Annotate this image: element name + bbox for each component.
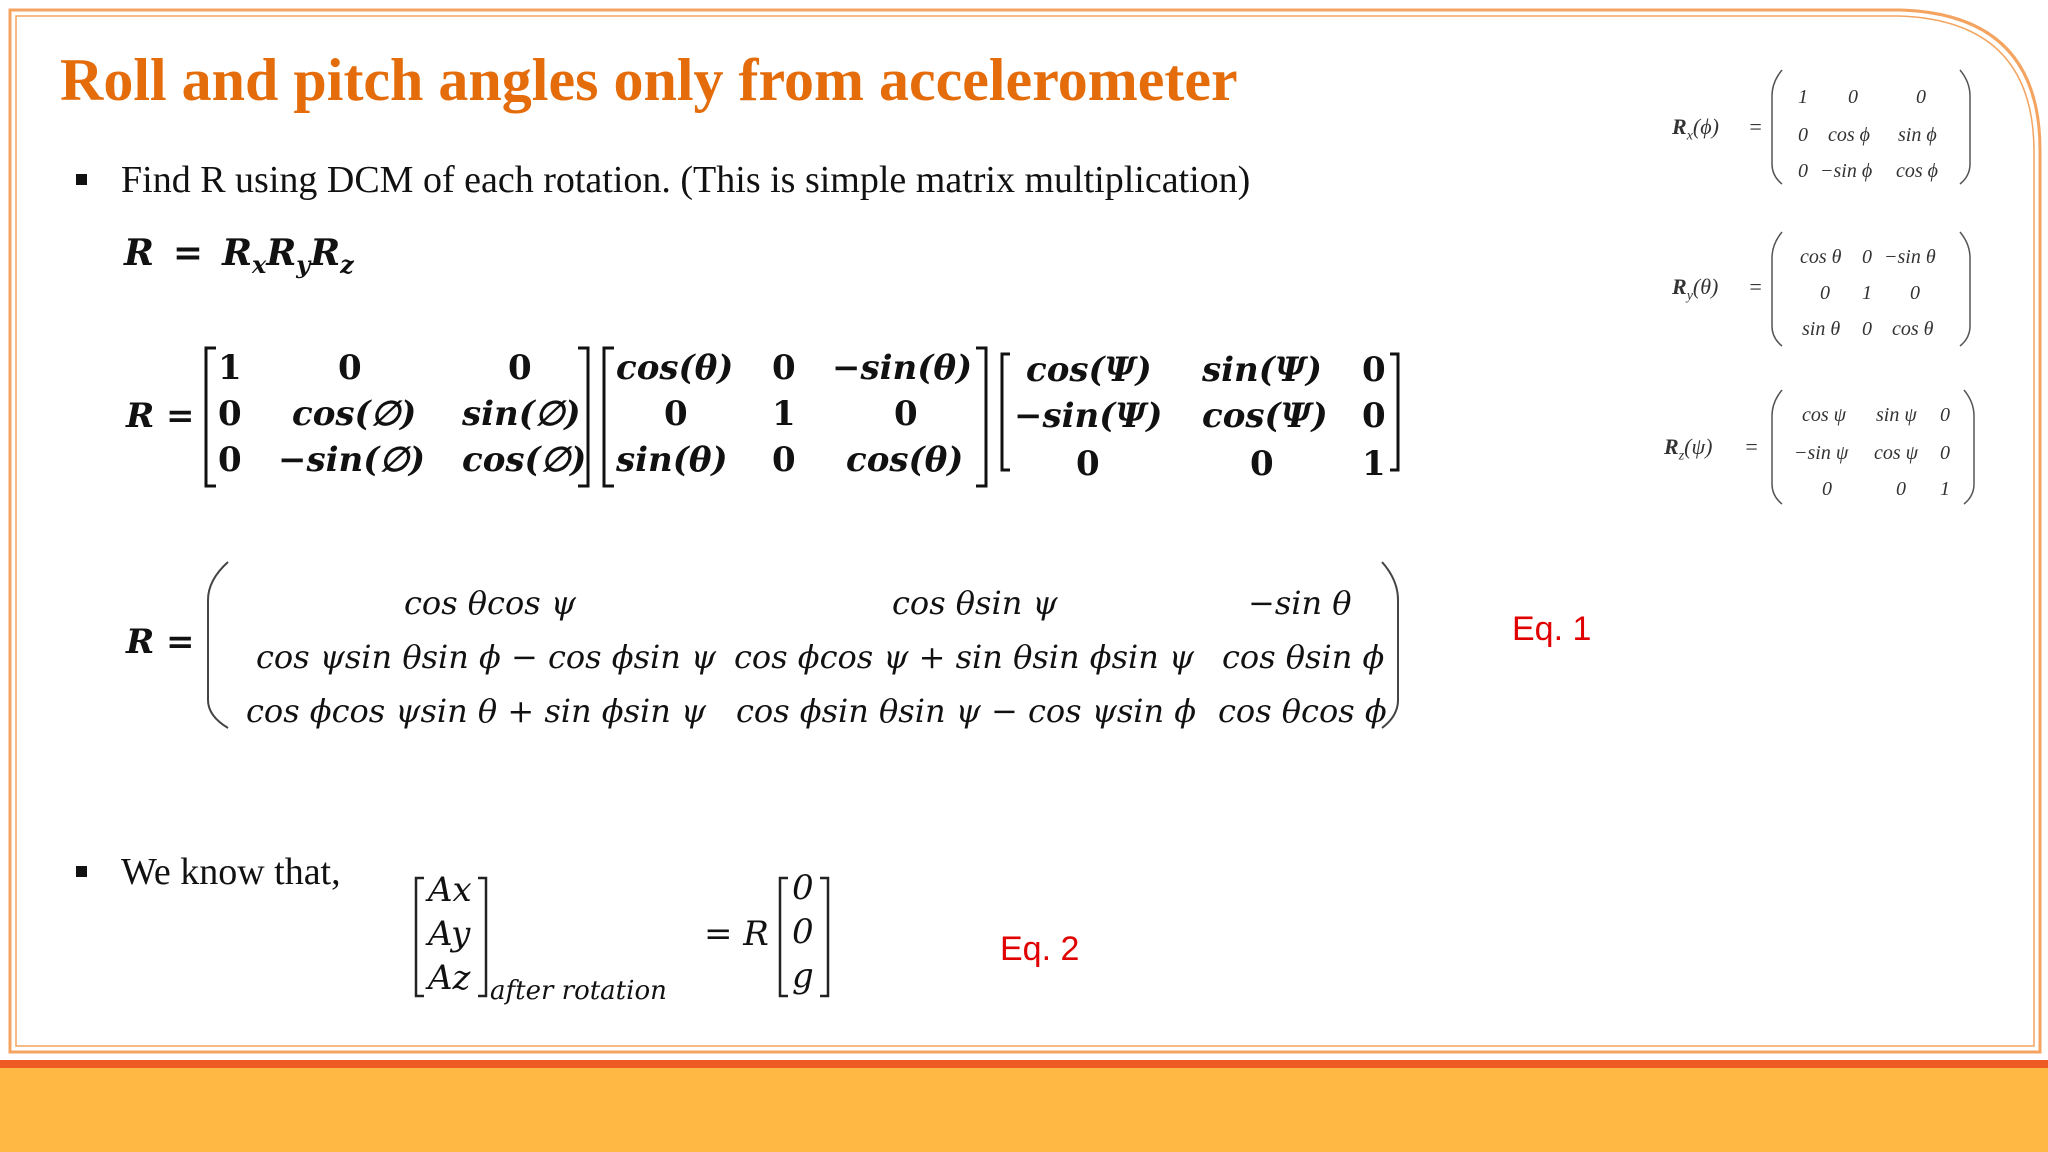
side-cell: 0: [1940, 404, 1950, 426]
side-cell: 0: [1896, 478, 1906, 500]
side-cell: 0: [1916, 86, 1926, 108]
full-cell: cos ϕsin θsin ψ − cos ψsin ϕ: [736, 692, 1197, 730]
eq1-label: Eq. 1: [1512, 610, 1592, 648]
side-cell: 0: [1862, 246, 1872, 268]
full-cell: cos θsin ψ: [892, 584, 1058, 622]
gravity-cell: g: [792, 956, 814, 996]
accel-vector-cell: Az: [428, 958, 471, 998]
side-cell: cos ψ: [1802, 404, 1847, 426]
side-ry-eq: =: [1748, 274, 1763, 299]
side-cell: 0: [1820, 282, 1830, 304]
rx-cell: 0: [338, 348, 362, 388]
equals-sign: =: [166, 622, 195, 662]
bullet-text: Find R using DCM of each rotation. (This is simple matrix multiplication): [121, 159, 1251, 201]
ry-cell: sin(θ): [616, 440, 728, 480]
side-cell: −sin θ: [1884, 246, 1936, 268]
ry-cell: cos(θ): [616, 348, 734, 388]
rz-cell: 0: [1076, 444, 1100, 484]
rx-cell: 0: [218, 394, 242, 434]
side-cell: cos θ: [1892, 318, 1934, 340]
ry-cell: 0: [664, 394, 688, 434]
bullet-text: We know that,: [121, 851, 341, 893]
ry-cell: 0: [894, 394, 918, 434]
lhs-r: R: [126, 622, 155, 662]
side-cell: 0: [1862, 318, 1872, 340]
side-cell: −sin ϕ: [1820, 160, 1873, 182]
lhs-r: R: [126, 396, 155, 436]
rx-cell: 1: [218, 348, 242, 388]
side-cell: 0: [1822, 478, 1832, 500]
rz-cell: 0: [1250, 444, 1274, 484]
rx-cell: cos(∅): [292, 394, 417, 434]
full-cell: cos θcos ψ: [404, 584, 576, 622]
ry-cell: 0: [772, 348, 796, 388]
footer-bar: [0, 1068, 2048, 1152]
side-cell: sin θ: [1802, 318, 1841, 340]
rz-cell: cos(Ψ): [1026, 350, 1152, 390]
side-cell: sin ϕ: [1898, 124, 1937, 146]
rz-cell: 1: [1362, 444, 1386, 484]
side-cell: 1: [1862, 282, 1872, 304]
rx-cell: 0: [508, 348, 532, 388]
ry-cell: 1: [772, 394, 796, 434]
side-cell: 1: [1940, 478, 1950, 500]
side-cell: cos ϕ: [1896, 160, 1939, 182]
rz-cell: 0: [1362, 396, 1386, 436]
equals-sign: =: [166, 396, 195, 436]
side-cell: cos ψ: [1874, 442, 1919, 464]
ry-cell: cos(θ): [846, 440, 964, 480]
side-rx-eq: =: [1748, 114, 1763, 139]
rz-cell: cos(Ψ): [1202, 396, 1328, 436]
full-cell: cos θsin ϕ: [1222, 638, 1385, 676]
side-cell: cos θ: [1800, 246, 1842, 268]
ry-cell: −sin(θ): [832, 348, 973, 388]
accel-rhs: = R: [704, 914, 769, 954]
side-ry-label: $R_y(\theta)$: [1672, 274, 1719, 304]
eq2-label: Eq. 2: [1000, 930, 1080, 968]
side-cell: 0: [1910, 282, 1920, 304]
side-cell: 1: [1798, 86, 1808, 108]
full-cell: −sin θ: [1248, 584, 1352, 622]
full-cell: cos ϕcos ψ + sin θsin ϕsin ψ: [734, 638, 1195, 676]
rx-cell: cos(∅): [462, 440, 587, 480]
rz-cell: sin(Ψ): [1202, 350, 1322, 390]
side-rx-label: $R_x(\phi)$: [1672, 114, 1719, 144]
accel-vector-cell: Ax: [428, 870, 472, 910]
side-cell: 0: [1798, 160, 1808, 182]
gravity-cell: 0: [792, 912, 814, 952]
ry-cell: 0: [772, 440, 796, 480]
side-cell: 0: [1940, 442, 1950, 464]
full-cell: cos ϕcos ψsin θ + sin ϕsin ψ: [246, 692, 707, 730]
side-cell: cos ϕ: [1828, 124, 1871, 146]
gravity-cell: 0: [792, 868, 814, 908]
rz-cell: −sin(Ψ): [1014, 396, 1163, 436]
equation-r-product: $R = R_xR_yR_z$: [124, 232, 354, 280]
lhs-r: R: [124, 232, 154, 274]
side-cell: 0: [1848, 86, 1858, 108]
side-matrices: [0, 0, 2000, 520]
rx-cell: 0: [218, 440, 242, 480]
full-cell: cos θcos ϕ: [1218, 692, 1387, 730]
rx-cell: −sin(∅): [278, 440, 426, 480]
rz-cell: 0: [1362, 350, 1386, 390]
side-rz-label: $R_z(\psi)$: [1664, 434, 1713, 464]
accel-subscript: after rotation: [490, 976, 667, 1006]
side-cell: 0: [1798, 124, 1808, 146]
side-cell: −sin ψ: [1794, 442, 1849, 464]
slide-title: Roll and pitch angles only from accelerometer: [60, 47, 1238, 113]
rx-cell: sin(∅): [462, 394, 581, 434]
accel-vector-cell: Ay: [428, 914, 471, 954]
side-rz-eq: =: [1744, 434, 1759, 459]
full-cell: cos ψsin θsin ϕ − cos ϕsin ψ: [256, 638, 717, 676]
side-cell: sin ψ: [1876, 404, 1917, 426]
